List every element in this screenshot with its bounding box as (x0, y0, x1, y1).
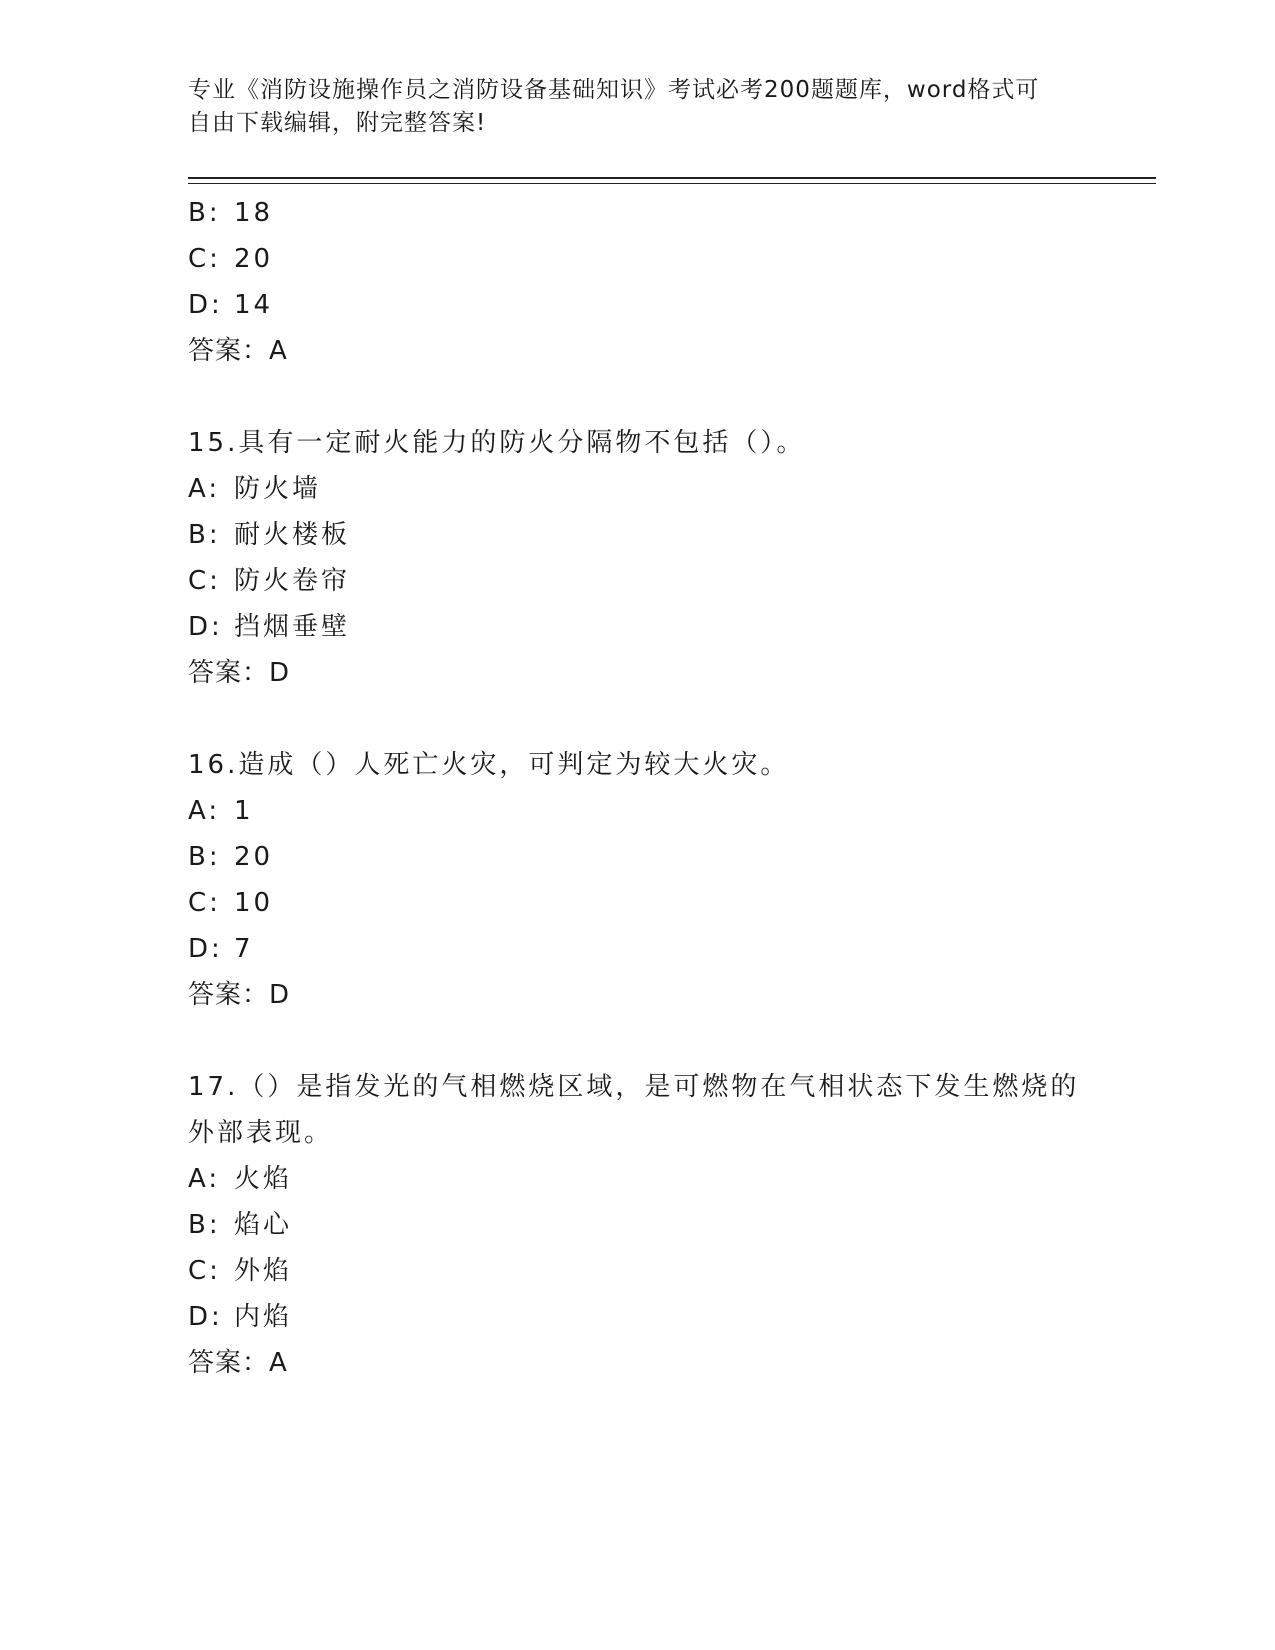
option-text: 10 (234, 888, 274, 918)
option-c (188, 236, 1088, 282)
option-letter: D: (188, 934, 223, 964)
answer-line: 答案：A (188, 336, 288, 366)
option-d (188, 604, 1088, 650)
option-letter: B: (188, 198, 221, 228)
option-text: 18 (234, 198, 274, 228)
question-stem-continued: 外部表现。 (188, 1118, 334, 1148)
spacer (188, 374, 1088, 420)
option-b (188, 1202, 1088, 1248)
option-text: 14 (234, 290, 274, 320)
document-header (188, 74, 1068, 140)
option-text: 20 (234, 244, 274, 274)
option-a (188, 466, 1088, 512)
question-block-15 (188, 420, 1088, 696)
option-text: 耐火楼板 (234, 520, 351, 550)
option-c (188, 558, 1088, 604)
option-letter: A: (188, 474, 221, 504)
question-block-17 (188, 1064, 1088, 1386)
option-letter: C: (188, 244, 221, 274)
option-text: 火焰 (234, 1164, 293, 1194)
question-block-continued (188, 190, 1088, 374)
option-letter: D: (188, 290, 223, 320)
option-text: 焰心 (234, 1210, 293, 1240)
option-text: 外焰 (234, 1256, 293, 1286)
option-text: 1 (234, 796, 254, 826)
answer-line: 答案：D (188, 980, 291, 1010)
option-letter: B: (188, 842, 221, 872)
option-text: 防火墙 (234, 474, 322, 504)
option-d (188, 926, 1088, 972)
option-letter: A: (188, 796, 221, 826)
option-letter: D: (188, 612, 223, 642)
option-letter: C: (188, 1256, 221, 1286)
option-text: 挡烟垂壁 (234, 612, 351, 642)
option-b (188, 512, 1088, 558)
option-letter: C: (188, 888, 221, 918)
option-d (188, 282, 1088, 328)
option-b (188, 190, 1088, 236)
option-text: 7 (234, 934, 254, 964)
header-title-line-1: 专业《消防设施操作员之消防设备基础知识》考试必考200题题库，word格式可 (188, 77, 1040, 103)
option-c (188, 1248, 1088, 1294)
question-stem: 17.（）是指发光的气相燃烧区域，是可燃物在气相状态下发生燃烧的 (188, 1072, 1080, 1102)
answer-line: 答案：A (188, 1348, 288, 1378)
header-title-line-2: 自由下载编辑，附完整答案! (188, 110, 487, 136)
option-letter: C: (188, 566, 221, 596)
option-c (188, 880, 1088, 926)
option-letter: B: (188, 520, 221, 550)
option-letter: B: (188, 1210, 221, 1240)
option-a (188, 1156, 1088, 1202)
spacer (188, 1018, 1088, 1064)
spacer (188, 696, 1088, 742)
answer-line: 答案：D (188, 658, 291, 688)
question-stem: 15.具有一定耐火能力的防火分隔物不包括（）。 (188, 428, 806, 458)
option-d (188, 1294, 1088, 1340)
question-stem: 16.造成（）人死亡火灾，可判定为较大火灾。 (188, 750, 790, 780)
option-b (188, 834, 1088, 880)
header-rule-thin (188, 183, 1156, 184)
question-block-16 (188, 742, 1088, 1018)
question-list (188, 190, 1088, 1386)
option-text: 20 (234, 842, 274, 872)
option-letter: D: (188, 1302, 223, 1332)
header-rule-thick (188, 177, 1156, 179)
option-text: 内焰 (234, 1302, 293, 1332)
option-letter: A: (188, 1164, 221, 1194)
option-text: 防火卷帘 (234, 566, 351, 596)
option-a (188, 788, 1088, 834)
